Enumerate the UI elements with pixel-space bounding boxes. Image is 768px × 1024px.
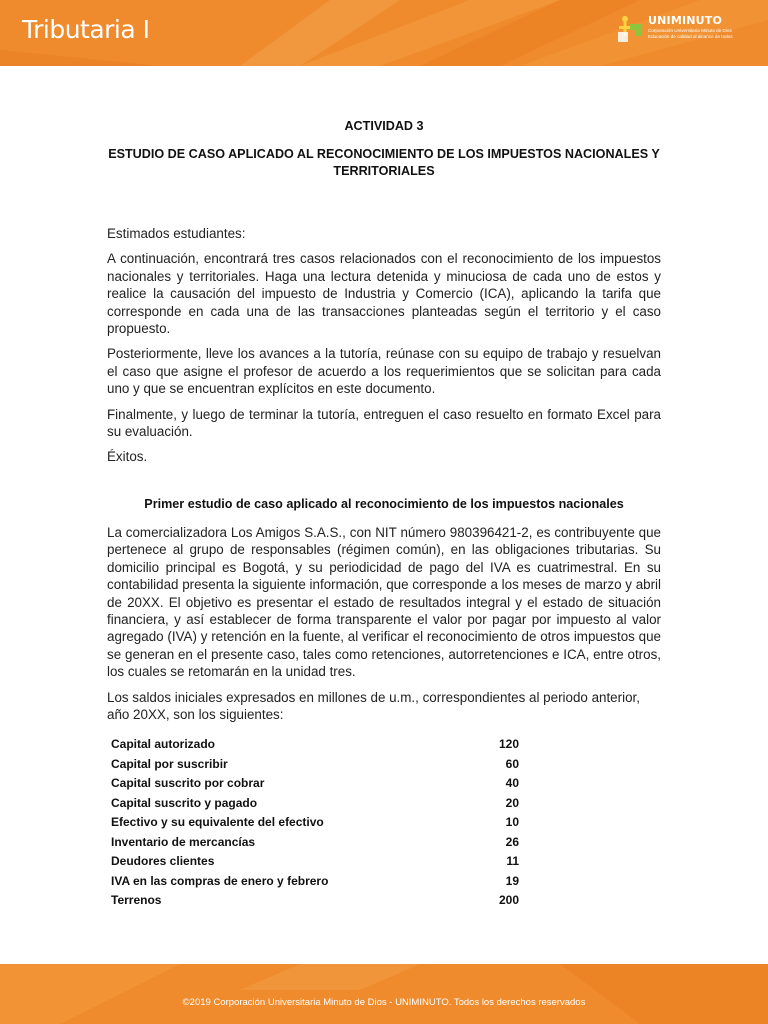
course-title: Tributaria I <box>22 15 150 44</box>
balance-value: 40 <box>505 776 519 791</box>
balance-value: 120 <box>498 737 519 752</box>
paragraph-tutoring: Posteriormente, lleve los avances a la tutoría, reúnase con su equipo de trabajo y resuelvan el caso que asigne el profesor de acuerdo a los requerimientos que se solicitan para cada uno y que se encuentran explícitos en este documento. <box>107 346 661 397</box>
balance-row <box>111 872 519 892</box>
balance-row <box>111 755 519 775</box>
balance-row <box>111 852 519 872</box>
document-body <box>107 118 661 911</box>
greeting: Estimados estudiantes: <box>107 226 246 241</box>
page-footer <box>0 964 768 1024</box>
balance-row <box>111 774 519 794</box>
logo-subtitle <box>648 28 744 40</box>
balance-label: Terrenos <box>111 893 162 908</box>
balances-intro: Los saldos iniciales expresados en millones de u.m., correspondientes al periodo anterior, año 20XX, son los siguientes: <box>107 689 640 722</box>
balance-value: 19 <box>505 873 519 888</box>
balance-value: 26 <box>505 834 519 849</box>
initial-balances-table <box>111 735 519 911</box>
balance-value: 60 <box>505 756 519 771</box>
balance-value: 11 <box>506 854 519 869</box>
case-title: Primer estudio de caso aplicado al reconocimiento de los impuestos nacionales <box>144 496 624 511</box>
balance-label: Capital suscrito por cobrar <box>111 776 265 791</box>
balance-label: Capital suscrito y pagado <box>111 795 258 810</box>
balance-value: 10 <box>505 815 519 830</box>
closing: Éxitos. <box>107 449 148 465</box>
footer-decoration <box>0 964 768 1024</box>
document-title: ESTUDIO DE CASO APLICADO AL RECONOCIMIENTO DE LOS IMPUESTOS NACIONALES Y TERRITORIALES <box>108 147 660 178</box>
balance-label: Inventario de mercancías <box>111 834 256 849</box>
balance-label: Capital por suscribir <box>111 756 228 771</box>
balance-value: 20 <box>505 795 519 810</box>
balance-label: IVA en las compras de enero y febrero <box>111 873 329 888</box>
paragraph-instructions: A continuación, encontrará tres casos relacionados con el reconocimiento de los impuestos nacionales y territoriales. Haga una lectura detenida y minuciosa de cada uno de estos y realice la causación del impuesto de Industria y Comercio (ICA), aplicando la tarifa que corresponde en cada una de las transacciones planteadas según el territorio y el caso propuesto. <box>107 251 661 337</box>
logo-subtitle-line-1: Corporación Universitaria Minuto de Dios <box>648 28 732 33</box>
balance-row <box>111 794 519 814</box>
copyright-notice: ©2019 Corporación Universitaria Minuto de Dios - UNIMINUTO. Todos los derechos reservados <box>182 997 586 1008</box>
page-header <box>0 0 768 66</box>
balance-value: 200 <box>498 893 519 908</box>
balance-label: Capital autorizado <box>111 737 216 752</box>
balance-label: Deudores clientes <box>111 854 215 869</box>
logo-name: UNIMINUTO <box>648 14 723 27</box>
balance-row <box>111 833 519 853</box>
balance-label: Efectivo y su equivalente del efectivo <box>111 815 324 830</box>
balance-row <box>111 735 519 755</box>
balance-row <box>111 891 519 911</box>
logo-subtitle-line-2: Educación de calidad al alcance de todos <box>648 34 733 39</box>
balance-row <box>111 813 519 833</box>
logo-mark-icon <box>616 14 644 44</box>
uniminuto-logo <box>614 12 744 46</box>
case-description: La comercializadora Los Amigos S.A.S., con NIT número 980396421-2, es contribuyente que pertenece al grupo de responsables (régimen común), en las obligaciones tributarias. Su domicilio principal es Bogotá, y su periodicidad de pago del IVA es cuatrimestral. En su contabilidad presenta la siguiente información, que corresponde a los meses de marzo y abril de 20XX. El objetivo es presentar el estado de resultados integral y el estado de situación financiera, y así establecer de forma transparente el valor por pagar por impuesto al valor agregado (IVA) y retención en la fuente, al verificar el reconocimiento de otros impuestos que se generan en el presente caso, tales como retenciones, autorretenciones e ICA, entre otros, los cuales se retomarán en la unidad tres. <box>107 524 661 680</box>
paragraph-delivery: Finalmente, y luego de terminar la tutoría, entreguen el caso resuelto en formato Excel para su evaluación. <box>107 406 661 440</box>
activity-heading: ACTIVIDAD 3 <box>344 119 424 133</box>
